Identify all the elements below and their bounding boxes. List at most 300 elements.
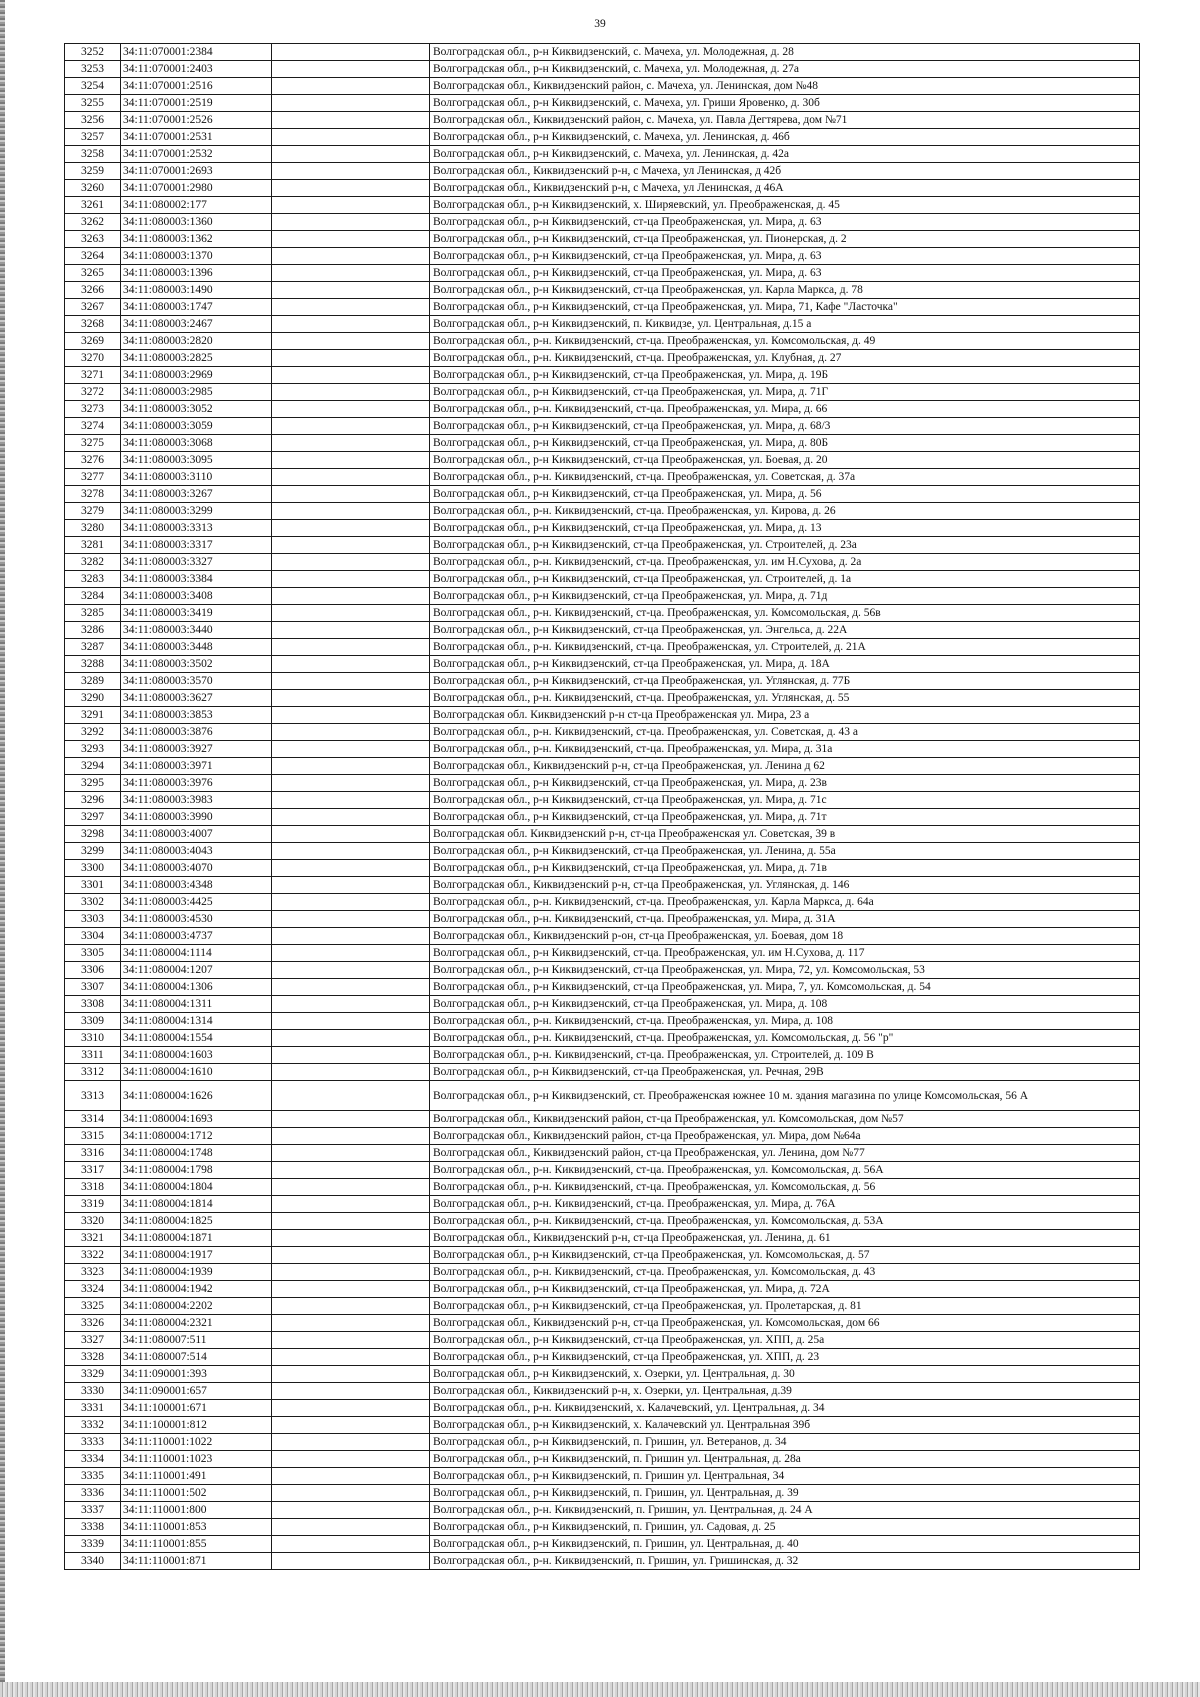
row-number-cell: 3303 bbox=[65, 911, 121, 928]
table-row bbox=[65, 1128, 1140, 1145]
empty-cell bbox=[272, 435, 430, 452]
row-number-cell: 3264 bbox=[65, 248, 121, 265]
row-number-cell: 3312 bbox=[65, 1064, 121, 1081]
address-cell: Волгоградская обл., р-н Киквидзенский, х. Ширяевский, ул. Преображенская, д. 45 bbox=[430, 197, 1140, 214]
table-row bbox=[65, 656, 1140, 673]
address-cell: Волгоградская обл., р-н. Киквидзенский, ст-ца. Преображенская, ул. Строителей, д. 21А bbox=[430, 639, 1140, 656]
cadastral-number-cell: 34:11:110001:491 bbox=[121, 1468, 272, 1485]
cadastral-number-cell: 34:11:080003:3384 bbox=[121, 571, 272, 588]
address-cell: Волгоградская обл., р-н Киквидзенский, ст-ца Преображенская, ул. Комсомольская, д. 57 bbox=[430, 1247, 1140, 1264]
cadastral-number-cell: 34:11:100001:812 bbox=[121, 1417, 272, 1434]
table-row bbox=[65, 690, 1140, 707]
cadastral-number-cell: 34:11:080003:1362 bbox=[121, 231, 272, 248]
table-row bbox=[65, 316, 1140, 333]
row-number-cell: 3316 bbox=[65, 1145, 121, 1162]
address-cell: Волгоградская обл., р-н Киквидзенский, ст-ца Преображенская, ул. Пионерская, д. 2 bbox=[430, 231, 1140, 248]
row-number-cell: 3282 bbox=[65, 554, 121, 571]
empty-cell bbox=[272, 945, 430, 962]
cadastral-number-cell: 34:11:080003:3419 bbox=[121, 605, 272, 622]
table-row bbox=[65, 282, 1140, 299]
row-number-cell: 3315 bbox=[65, 1128, 121, 1145]
cadastral-number-cell: 34:11:080003:3095 bbox=[121, 452, 272, 469]
table-row bbox=[65, 61, 1140, 78]
table-row bbox=[65, 1315, 1140, 1332]
cadastral-number-cell: 34:11:080004:1712 bbox=[121, 1128, 272, 1145]
table-row bbox=[65, 843, 1140, 860]
table-row bbox=[65, 775, 1140, 792]
empty-cell bbox=[272, 486, 430, 503]
address-cell: Волгоградская обл., Киквидзенский р-н, с Мачеха, ул Ленинская, д 46А bbox=[430, 180, 1140, 197]
table-row bbox=[65, 163, 1140, 180]
empty-cell bbox=[272, 367, 430, 384]
cadastral-number-cell: 34:11:110001:1022 bbox=[121, 1434, 272, 1451]
table-row bbox=[65, 962, 1140, 979]
row-number-cell: 3267 bbox=[65, 299, 121, 316]
address-cell: Волгоградская обл., р-н Киквидзенский, ст-ца Преображенская, ул. Строителей, д. 1а bbox=[430, 571, 1140, 588]
empty-cell bbox=[272, 1366, 430, 1383]
address-cell: Волгоградская обл., р-н Киквидзенский, ст-ца Преображенская, ул. Мира, 72, ул. Комсомольская, 53 bbox=[430, 962, 1140, 979]
table-row bbox=[65, 1383, 1140, 1400]
empty-cell bbox=[272, 1485, 430, 1502]
address-cell: Волгоградская обл., р-н Киквидзенский, ст-ца Преображенская, ул. Мира, д. 68/3 bbox=[430, 418, 1140, 435]
row-number-cell: 3286 bbox=[65, 622, 121, 639]
empty-cell bbox=[272, 758, 430, 775]
row-number-cell: 3311 bbox=[65, 1047, 121, 1064]
cadastral-number-cell: 34:11:080003:1370 bbox=[121, 248, 272, 265]
table-row bbox=[65, 979, 1140, 996]
table-row bbox=[65, 894, 1140, 911]
address-cell: Волгоградская обл., р-н Киквидзенский, х. Калачевский ул. Центральная 39б bbox=[430, 1417, 1140, 1434]
address-cell: Волгоградская обл., р-н Киквидзенский, п. Гришин, ул. Центральная, д. 40 bbox=[430, 1536, 1140, 1553]
empty-cell bbox=[272, 1162, 430, 1179]
table-row bbox=[65, 1081, 1140, 1111]
table-row bbox=[65, 826, 1140, 843]
table-row bbox=[65, 928, 1140, 945]
address-cell: Волгоградская обл., р-н. Киквидзенский, ст-ца. Преображенская, ул. Углянская, д. 55 bbox=[430, 690, 1140, 707]
empty-cell bbox=[272, 928, 430, 945]
row-number-cell: 3280 bbox=[65, 520, 121, 537]
row-number-cell: 3340 bbox=[65, 1553, 121, 1570]
address-cell: Волгоградская обл., р-н Киквидзенский, ст-ца Преображенская, ул. Пролетарская, д. 81 bbox=[430, 1298, 1140, 1315]
address-cell: Волгоградская обл., р-н. Киквидзенский, ст-ца. Преображенская, ул. Комсомольская, д. 56в bbox=[430, 605, 1140, 622]
cadastral-number-cell: 34:11:080004:1311 bbox=[121, 996, 272, 1013]
row-number-cell: 3272 bbox=[65, 384, 121, 401]
cadastral-number-cell: 34:11:080003:3313 bbox=[121, 520, 272, 537]
table-row bbox=[65, 401, 1140, 418]
empty-cell bbox=[272, 1468, 430, 1485]
address-cell: Волгоградская обл., р-н Киквидзенский, ст-ца Преображенская, ул. ХПП, д. 25а bbox=[430, 1332, 1140, 1349]
table-row bbox=[65, 1145, 1140, 1162]
address-cell: Волгоградская обл., р-н Киквидзенский, ст-ца Преображенская, ул. Углянская, д. 77Б bbox=[430, 673, 1140, 690]
table-row bbox=[65, 605, 1140, 622]
row-number-cell: 3323 bbox=[65, 1264, 121, 1281]
cadastral-number-cell: 34:11:080003:3983 bbox=[121, 792, 272, 809]
empty-cell bbox=[272, 843, 430, 860]
table-row bbox=[65, 248, 1140, 265]
cadastral-number-cell: 34:11:080004:1207 bbox=[121, 962, 272, 979]
row-number-cell: 3263 bbox=[65, 231, 121, 248]
row-number-cell: 3334 bbox=[65, 1451, 121, 1468]
table-row bbox=[65, 350, 1140, 367]
row-number-cell: 3297 bbox=[65, 809, 121, 826]
table-row bbox=[65, 1281, 1140, 1298]
empty-cell bbox=[272, 1179, 430, 1196]
empty-cell bbox=[272, 741, 430, 758]
cadastral-number-cell: 34:11:080003:3502 bbox=[121, 656, 272, 673]
address-cell: Волгоградская обл., Киквидзенский р-н, ст-ца Преображенская, ул. Комсомольская, дом 66 bbox=[430, 1315, 1140, 1332]
row-number-cell: 3327 bbox=[65, 1332, 121, 1349]
address-cell: Волгоградская обл., р-н. Киквидзенский, ст-ца. Преображенская, ул. Клубная, д. 27 bbox=[430, 350, 1140, 367]
cadastral-number-cell: 34:11:080003:1396 bbox=[121, 265, 272, 282]
address-cell: Волгоградская обл., р-н Киквидзенский, ст-ца Преображенская, ул. Мира, д. 80Б bbox=[430, 435, 1140, 452]
address-cell: Волгоградская обл., р-н Киквидзенский, ст-ца Преображенская, ул. Боевая, д. 20 bbox=[430, 452, 1140, 469]
cadastral-number-cell: 34:11:070001:2532 bbox=[121, 146, 272, 163]
table-row bbox=[65, 1485, 1140, 1502]
table-row bbox=[65, 554, 1140, 571]
table-row bbox=[65, 129, 1140, 146]
row-number-cell: 3254 bbox=[65, 78, 121, 95]
table-row bbox=[65, 503, 1140, 520]
row-number-cell: 3268 bbox=[65, 316, 121, 333]
empty-cell bbox=[272, 809, 430, 826]
table-row bbox=[65, 741, 1140, 758]
row-number-cell: 3276 bbox=[65, 452, 121, 469]
cadastral-number-cell: 34:11:080003:3052 bbox=[121, 401, 272, 418]
empty-cell bbox=[272, 350, 430, 367]
cadastral-number-cell: 34:11:080003:2467 bbox=[121, 316, 272, 333]
empty-cell bbox=[272, 248, 430, 265]
cadastral-number-cell: 34:11:080003:4530 bbox=[121, 911, 272, 928]
row-number-cell: 3305 bbox=[65, 945, 121, 962]
address-cell: Волгоградская обл., р-н Киквидзенский, с. Мачеха, ул. Молодежная, д. 27а bbox=[430, 61, 1140, 78]
table-row bbox=[65, 809, 1140, 826]
table-row bbox=[65, 571, 1140, 588]
row-number-cell: 3266 bbox=[65, 282, 121, 299]
table-row bbox=[65, 639, 1140, 656]
table-row bbox=[65, 1400, 1140, 1417]
row-number-cell: 3274 bbox=[65, 418, 121, 435]
table-row bbox=[65, 384, 1140, 401]
table-row bbox=[65, 1196, 1140, 1213]
address-cell: Волгоградская обл., р-н Киквидзенский, ст-ца Преображенская, ул. Мира, д. 63 bbox=[430, 265, 1140, 282]
row-number-cell: 3314 bbox=[65, 1111, 121, 1128]
empty-cell bbox=[272, 1519, 430, 1536]
cadastral-number-cell: 34:11:080003:2969 bbox=[121, 367, 272, 384]
cadastral-number-cell: 34:11:080003:1360 bbox=[121, 214, 272, 231]
cadastral-number-cell: 34:11:090001:657 bbox=[121, 1383, 272, 1400]
cadastral-number-cell: 34:11:080007:511 bbox=[121, 1332, 272, 1349]
cadastral-number-cell: 34:11:080003:3110 bbox=[121, 469, 272, 486]
row-number-cell: 3275 bbox=[65, 435, 121, 452]
cadastral-number-cell: 34:11:070001:2384 bbox=[121, 44, 272, 61]
row-number-cell: 3259 bbox=[65, 163, 121, 180]
cadastral-number-cell: 34:11:070001:2526 bbox=[121, 112, 272, 129]
cadastral-number-cell: 34:11:080007:514 bbox=[121, 1349, 272, 1366]
empty-cell bbox=[272, 61, 430, 78]
address-cell: Волгоградская обл., р-н. Киквидзенский, ст-ца. Преображенская, ул. Комсомольская, д. 49 bbox=[430, 333, 1140, 350]
row-number-cell: 3285 bbox=[65, 605, 121, 622]
empty-cell bbox=[272, 1281, 430, 1298]
row-number-cell: 3265 bbox=[65, 265, 121, 282]
table-row bbox=[65, 996, 1140, 1013]
address-cell: Волгоградская обл., р-н. Киквидзенский, ст-ца. Преображенская, ул. Мира, д. 76А bbox=[430, 1196, 1140, 1213]
table-row bbox=[65, 758, 1140, 775]
address-cell: Волгоградская обл., р-н. Киквидзенский, ст-ца. Преображенская, ул. Советская, д. 37а bbox=[430, 469, 1140, 486]
cadastral-number-cell: 34:11:070001:2980 bbox=[121, 180, 272, 197]
cadastral-number-cell: 34:11:080004:1939 bbox=[121, 1264, 272, 1281]
empty-cell bbox=[272, 1111, 430, 1128]
cadastral-number-cell: 34:11:080004:1314 bbox=[121, 1013, 272, 1030]
address-cell: Волгоградская обл., р-н Киквидзенский, ст-ца Преображенская, ул. Мира, д. 71т bbox=[430, 809, 1140, 826]
row-number-cell: 3271 bbox=[65, 367, 121, 384]
cadastral-number-cell: 34:11:080004:1610 bbox=[121, 1064, 272, 1081]
cadastral-number-cell: 34:11:080004:1306 bbox=[121, 979, 272, 996]
table-row bbox=[65, 860, 1140, 877]
address-cell: Волгоградская обл. Киквидзенский р-н, ст-ца Преображенская ул. Советская, 39 в bbox=[430, 826, 1140, 843]
table-row bbox=[65, 1064, 1140, 1081]
cadastral-number-cell: 34:11:110001:871 bbox=[121, 1553, 272, 1570]
cadastral-number-cell: 34:11:110001:800 bbox=[121, 1502, 272, 1519]
address-cell: Волгоградская обл., р-н. Киквидзенский, ст-ца. Преображенская, ул. Мира, д. 31а bbox=[430, 741, 1140, 758]
table-row bbox=[65, 1264, 1140, 1281]
empty-cell bbox=[272, 571, 430, 588]
address-cell: Волгоградская обл., р-н Киквидзенский, ст-ца Преображенская, ул. Мира, 71, Кафе "Ласточка" bbox=[430, 299, 1140, 316]
cadastral-number-cell: 34:11:080004:1693 bbox=[121, 1111, 272, 1128]
table-row bbox=[65, 1468, 1140, 1485]
empty-cell bbox=[272, 112, 430, 129]
empty-cell bbox=[272, 554, 430, 571]
table-row bbox=[65, 95, 1140, 112]
empty-cell bbox=[272, 401, 430, 418]
address-cell: Волгоградская обл., р-н. Киквидзенский, ст-ца. Преображенская, ул. Комсомольская, д. 56 bbox=[430, 1179, 1140, 1196]
empty-cell bbox=[272, 1128, 430, 1145]
empty-cell bbox=[272, 520, 430, 537]
table-row bbox=[65, 214, 1140, 231]
cadastral-number-cell: 34:11:080003:3990 bbox=[121, 809, 272, 826]
empty-cell bbox=[272, 316, 430, 333]
cadastral-number-cell: 34:11:080003:3971 bbox=[121, 758, 272, 775]
empty-cell bbox=[272, 78, 430, 95]
table-row bbox=[65, 180, 1140, 197]
empty-cell bbox=[272, 299, 430, 316]
row-number-cell: 3260 bbox=[65, 180, 121, 197]
row-number-cell: 3336 bbox=[65, 1485, 121, 1502]
row-number-cell: 3328 bbox=[65, 1349, 121, 1366]
cadastral-number-cell: 34:11:080004:1917 bbox=[121, 1247, 272, 1264]
row-number-cell: 3321 bbox=[65, 1230, 121, 1247]
empty-cell bbox=[272, 418, 430, 435]
address-cell: Волгоградская обл., р-н. Киквидзенский, ст-ца. Преображенская, ул. Комсомольская, д. 56 "р" bbox=[430, 1030, 1140, 1047]
row-number-cell: 3337 bbox=[65, 1502, 121, 1519]
table-row bbox=[65, 1502, 1140, 1519]
address-cell: Волгоградская обл., Киквидзенский район, ст-ца Преображенская, ул. Комсомольская, дом №57 bbox=[430, 1111, 1140, 1128]
empty-cell bbox=[272, 1315, 430, 1332]
empty-cell bbox=[272, 1502, 430, 1519]
table-row bbox=[65, 1536, 1140, 1553]
cadastral-number-cell: 34:11:080004:2202 bbox=[121, 1298, 272, 1315]
row-number-cell: 3290 bbox=[65, 690, 121, 707]
empty-cell bbox=[272, 469, 430, 486]
address-cell: Волгоградская обл., р-н Киквидзенский, ст-ца Преображенская, ул. Мира, д. 71Г bbox=[430, 384, 1140, 401]
row-number-cell: 3258 bbox=[65, 146, 121, 163]
cadastral-number-cell: 34:11:080003:3327 bbox=[121, 554, 272, 571]
table-row bbox=[65, 1013, 1140, 1030]
empty-cell bbox=[272, 860, 430, 877]
table-row bbox=[65, 452, 1140, 469]
table-row bbox=[65, 333, 1140, 350]
table-row bbox=[65, 1047, 1140, 1064]
row-number-cell: 3301 bbox=[65, 877, 121, 894]
row-number-cell: 3294 bbox=[65, 758, 121, 775]
empty-cell bbox=[272, 911, 430, 928]
address-cell: Волгоградская обл., р-н Киквидзенский, п. Гришин ул. Центральная, д. 28а bbox=[430, 1451, 1140, 1468]
table-row bbox=[65, 486, 1140, 503]
table-body bbox=[65, 44, 1140, 1570]
address-cell: Волгоградская обл., р-н. Киквидзенский, ст-ца. Преображенская, ул. Комсомольская, д. 43 bbox=[430, 1264, 1140, 1281]
row-number-cell: 3325 bbox=[65, 1298, 121, 1315]
table-row bbox=[65, 1332, 1140, 1349]
address-cell: Волгоградская обл., р-н. Киквидзенский, п. Гришин, ул. Гришинская, д. 32 bbox=[430, 1553, 1140, 1570]
empty-cell bbox=[272, 962, 430, 979]
row-number-cell: 3324 bbox=[65, 1281, 121, 1298]
cadastral-number-cell: 34:11:080003:3927 bbox=[121, 741, 272, 758]
row-number-cell: 3257 bbox=[65, 129, 121, 146]
empty-cell bbox=[272, 1298, 430, 1315]
row-number-cell: 3252 bbox=[65, 44, 121, 61]
table-row bbox=[65, 197, 1140, 214]
cadastral-number-cell: 34:11:080004:1814 bbox=[121, 1196, 272, 1213]
row-number-cell: 3296 bbox=[65, 792, 121, 809]
empty-cell bbox=[272, 673, 430, 690]
table-row bbox=[65, 622, 1140, 639]
row-number-cell: 3279 bbox=[65, 503, 121, 520]
empty-cell bbox=[272, 146, 430, 163]
cadastral-number-cell: 34:11:080003:3317 bbox=[121, 537, 272, 554]
table-row bbox=[65, 1213, 1140, 1230]
row-number-cell: 3339 bbox=[65, 1536, 121, 1553]
cadastral-number-cell: 34:11:080004:1603 bbox=[121, 1047, 272, 1064]
address-cell: Волгоградская обл., р-н Киквидзенский, ст-ца Преображенская, ул. Мира, д. 63 bbox=[430, 248, 1140, 265]
scan-edge-bottom bbox=[0, 1682, 1200, 1697]
cadastral-number-cell: 34:11:080004:1798 bbox=[121, 1162, 272, 1179]
cadastral-number-cell: 34:11:080003:3440 bbox=[121, 622, 272, 639]
cadastral-number-cell: 34:11:080003:3627 bbox=[121, 690, 272, 707]
cadastral-number-cell: 34:11:080003:2825 bbox=[121, 350, 272, 367]
table-row bbox=[65, 1553, 1140, 1570]
row-number-cell: 3333 bbox=[65, 1434, 121, 1451]
empty-cell bbox=[272, 894, 430, 911]
address-cell: Волгоградская обл., р-н. Киквидзенский, ст-ца. Преображенская, ул. Строителей, д. 109 В bbox=[430, 1047, 1140, 1064]
table-row bbox=[65, 469, 1140, 486]
address-cell: Волгоградская обл., р-н. Киквидзенский, ст-ца. Преображенская, ул. им Н.Сухова, д. 2а bbox=[430, 554, 1140, 571]
row-number-cell: 3338 bbox=[65, 1519, 121, 1536]
empty-cell bbox=[272, 265, 430, 282]
address-cell: Волгоградская обл., р-н. Киквидзенский, ст-ца. Преображенская, ул. Мира, д. 108 bbox=[430, 1013, 1140, 1030]
empty-cell bbox=[272, 792, 430, 809]
cadastral-number-cell: 34:11:080003:1747 bbox=[121, 299, 272, 316]
row-number-cell: 3309 bbox=[65, 1013, 121, 1030]
address-cell: Волгоградская обл., Киквидзенский район, с. Мачеха, ул. Павла Дегтярева, дом №71 bbox=[430, 112, 1140, 129]
empty-cell bbox=[272, 44, 430, 61]
row-number-cell: 3278 bbox=[65, 486, 121, 503]
address-cell: Волгоградская обл., р-н Киквидзенский, ст-ца Преображенская, ул. Мира, д. 71д bbox=[430, 588, 1140, 605]
table-row bbox=[65, 945, 1140, 962]
cadastral-number-cell: 34:11:080003:3853 bbox=[121, 707, 272, 724]
cadastral-number-cell: 34:11:080003:4070 bbox=[121, 860, 272, 877]
table-row bbox=[65, 707, 1140, 724]
address-cell: Волгоградская обл., р-н. Киквидзенский, ст-ца. Преображенская, ул. Мира, д. 31А bbox=[430, 911, 1140, 928]
address-cell: Волгоградская обл., р-н Киквидзенский, ст-ца Преображенская, ул. Мира, д. 71в bbox=[430, 860, 1140, 877]
cadastral-number-cell: 34:11:080004:1871 bbox=[121, 1230, 272, 1247]
row-number-cell: 3322 bbox=[65, 1247, 121, 1264]
row-number-cell: 3313 bbox=[65, 1081, 121, 1111]
address-cell: Волгоградская обл., р-н Киквидзенский, п. Киквидзе, ул. Центральная, д.15 а bbox=[430, 316, 1140, 333]
empty-cell bbox=[272, 1064, 430, 1081]
address-cell: Волгоградская обл., р-н Киквидзенский, ст-ца Преображенская, ул. Мира, д. 18А bbox=[430, 656, 1140, 673]
cadastral-number-cell: 34:11:070001:2531 bbox=[121, 129, 272, 146]
empty-cell bbox=[272, 1400, 430, 1417]
address-cell: Волгоградская обл., Киквидзенский р-н, ст-ца Преображенская, ул. Ленина д 62 bbox=[430, 758, 1140, 775]
row-number-cell: 3255 bbox=[65, 95, 121, 112]
cadastral-number-cell: 34:11:080003:3976 bbox=[121, 775, 272, 792]
cadastral-number-cell: 34:11:080003:3267 bbox=[121, 486, 272, 503]
cadastral-number-cell: 34:11:080003:2820 bbox=[121, 333, 272, 350]
empty-cell bbox=[272, 775, 430, 792]
row-number-cell: 3293 bbox=[65, 741, 121, 758]
empty-cell bbox=[272, 979, 430, 996]
cadastral-number-cell: 34:11:080003:3299 bbox=[121, 503, 272, 520]
empty-cell bbox=[272, 1196, 430, 1213]
row-number-cell: 3308 bbox=[65, 996, 121, 1013]
address-cell: Волгоградская обл., р-н Киквидзенский, п. Гришин, ул. Центральная, д. 39 bbox=[430, 1485, 1140, 1502]
empty-cell bbox=[272, 129, 430, 146]
row-number-cell: 3318 bbox=[65, 1179, 121, 1196]
address-cell: Волгоградская обл., р-н Киквидзенский, ст-ца. Преображенская, ул. им Н.Сухова, д. 117 bbox=[430, 945, 1140, 962]
empty-cell bbox=[272, 163, 430, 180]
cadastral-number-cell: 34:11:080003:4043 bbox=[121, 843, 272, 860]
cadastral-number-cell: 34:11:080004:1748 bbox=[121, 1145, 272, 1162]
cadastral-number-cell: 34:11:080003:4737 bbox=[121, 928, 272, 945]
empty-cell bbox=[272, 826, 430, 843]
address-cell: Волгоградская обл., Киквидзенский р-н, ст-ца Преображенская, ул. Углянская, д. 146 bbox=[430, 877, 1140, 894]
address-cell: Волгоградская обл., р-н. Киквидзенский, ст-ца. Преображенская, ул. Кирова, д. 26 bbox=[430, 503, 1140, 520]
table-row bbox=[65, 231, 1140, 248]
address-cell: Волгоградская обл., р-н Киквидзенский, ст-ца Преображенская, ул. Энгельса, д. 22А bbox=[430, 622, 1140, 639]
address-cell: Волгоградская обл., Киквидзенский район, ст-ца Преображенская, ул. Мира, дом №64а bbox=[430, 1128, 1140, 1145]
row-number-cell: 3277 bbox=[65, 469, 121, 486]
address-cell: Волгоградская обл., р-н Киквидзенский, ст-ца Преображенская, ул. Речная, 29В bbox=[430, 1064, 1140, 1081]
cadastral-number-cell: 34:11:110001:853 bbox=[121, 1519, 272, 1536]
address-cell: Волгоградская обл., р-н Киквидзенский, ст-ца Преображенская, ул. ХПП, д. 23 bbox=[430, 1349, 1140, 1366]
row-number-cell: 3300 bbox=[65, 860, 121, 877]
table-row bbox=[65, 265, 1140, 282]
empty-cell bbox=[272, 690, 430, 707]
empty-cell bbox=[272, 282, 430, 299]
cadastral-number-cell: 34:11:080003:3876 bbox=[121, 724, 272, 741]
row-number-cell: 3262 bbox=[65, 214, 121, 231]
table-row bbox=[65, 520, 1140, 537]
empty-cell bbox=[272, 588, 430, 605]
row-number-cell: 3291 bbox=[65, 707, 121, 724]
cadastral-number-cell: 34:11:080003:1490 bbox=[121, 282, 272, 299]
row-number-cell: 3310 bbox=[65, 1030, 121, 1047]
scan-edge-left bbox=[0, 0, 5, 1697]
cadastral-number-cell: 34:11:080003:3448 bbox=[121, 639, 272, 656]
empty-cell bbox=[272, 214, 430, 231]
table-row bbox=[65, 1366, 1140, 1383]
table-row bbox=[65, 724, 1140, 741]
table-row bbox=[65, 299, 1140, 316]
